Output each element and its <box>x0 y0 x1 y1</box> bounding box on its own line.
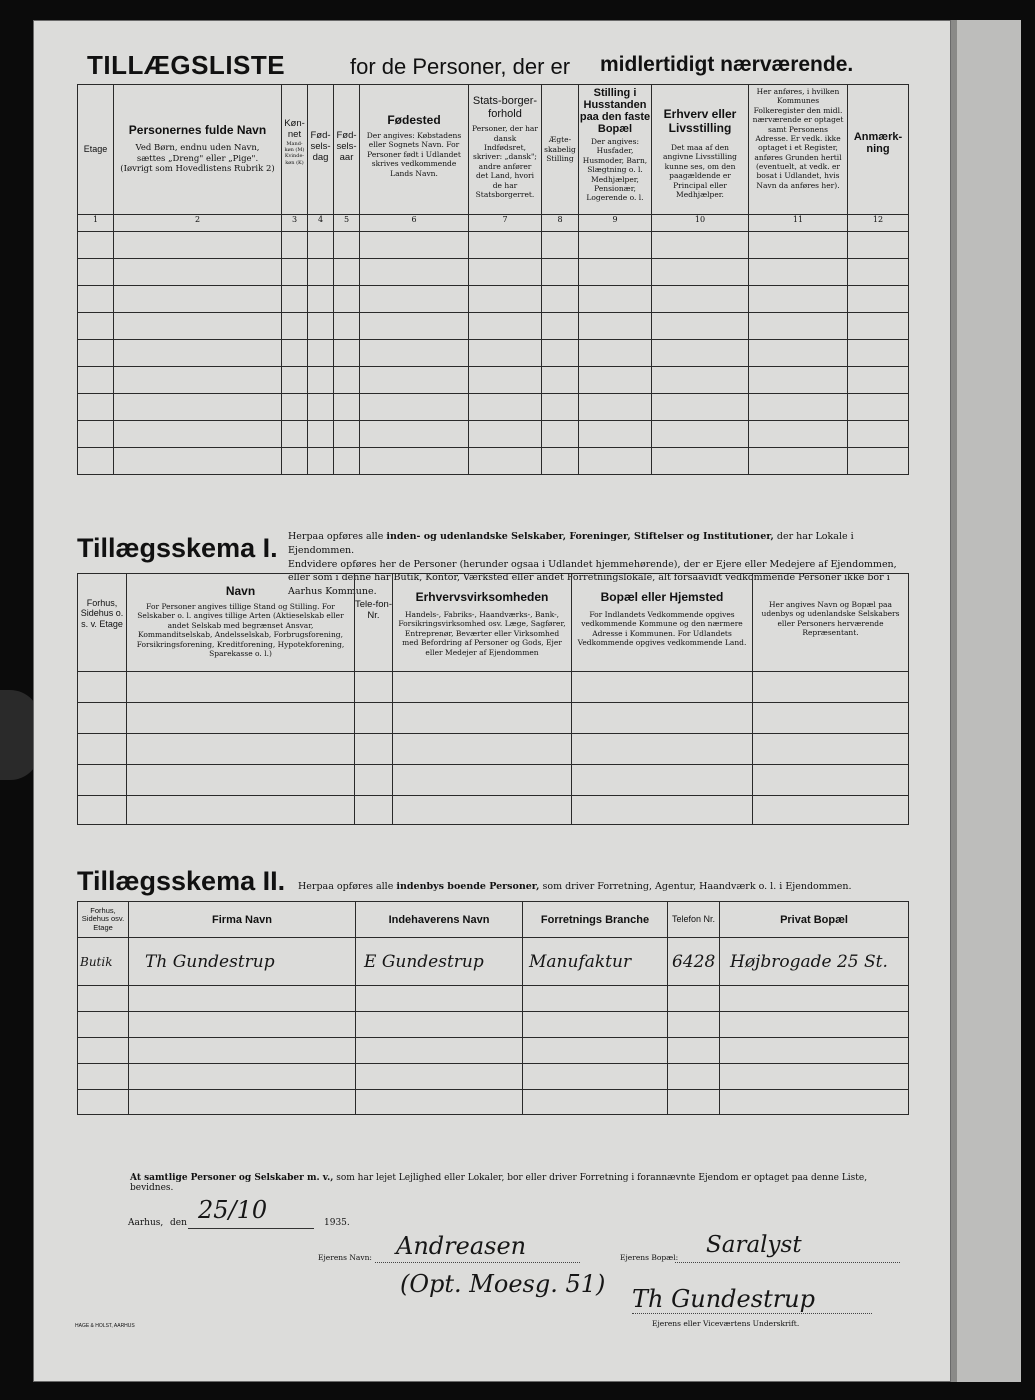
skema2-firma-value: Th Gundestrup <box>145 951 275 972</box>
skema2-col-etage: Forhus, Sidehus osv. Etage <box>78 902 129 938</box>
liste-row[interactable] <box>78 286 909 313</box>
skema1-intro: Herpaa opføres alle inden- og udenlandske Selskaber, Foreninger, Stiftelser og Institutioner, der har Lokale i Ejendommen. Endvidere opføres her de Personer (herunder ogsaa i Udlandet hjemmehørende), der er Ejere eller Medejere af Ejendommen, eller som i denne har Butik, Kontor, Værksted eller andet Forretningslokale, alt forsaavidt vedkommende Personer ikke bor i Aarhus Kommune. <box>288 531 897 598</box>
liste-col-7: Stats-borger-forhold Personer, der har dansk Indfødsret, skriver: „dansk"; andre anfører det Land, hvori de har Statsborgerret. <box>469 85 542 215</box>
skema2-title: Tillægsskema II. <box>77 866 286 896</box>
liste-col-8: Ægte-skabelig Stilling <box>542 85 579 215</box>
liste-col-1: Etage <box>78 85 114 215</box>
skema1-row[interactable] <box>78 765 909 796</box>
signature-label: Ejerens eller Viceværtens Underskrift. <box>652 1319 800 1328</box>
skema2-telefon-value: 6428 <box>672 951 716 972</box>
liste-title-bold: midlertidigt nærværende. <box>600 53 854 76</box>
skema2-branche-value: Manufaktur <box>529 951 632 972</box>
owner-name-line <box>375 1262 580 1263</box>
skema1-header-row <box>78 574 909 672</box>
liste-col-3: Køn-net Mand-køn (M) Kvinde-køn (K) <box>282 85 308 215</box>
liste-table <box>77 84 909 475</box>
owner-residence-label: Ejerens Bopæl: <box>620 1253 679 1262</box>
liste-row[interactable] <box>78 259 909 286</box>
liste-col-6: Fødested Der angives: Købstadens eller Sognets Navn. For Personer født i Udlandet skrives vedkommende Lands Navn. <box>360 85 469 215</box>
skema1-title: Tillægsskema I. <box>77 533 278 563</box>
liste-col-10: Erhverv eller Livsstilling Det maa af den angivne Livsstilling kunne ses, om den paagældende er Principal eller Medhjælper. <box>652 85 749 215</box>
owner-residence-line <box>675 1262 900 1263</box>
liste-title-mid: for de Personer, der er <box>350 54 571 79</box>
printer-mark: HAGE & HOLST, AARHUS <box>75 1323 135 1329</box>
skema1-row[interactable] <box>78 703 909 734</box>
liste-row[interactable] <box>78 313 909 340</box>
skema1-col-erhverv: Erhvervsvirksomheden Handels-, Fabriks-, Haandværks-, Bank-, Forsikringsvirksomhed osv. Læge, Sagfører, Entreprenør, Beværter eller Virksomhed med Befordring af Personer og Gods, Ejer eller Medejer af Ejendommen <box>393 574 572 672</box>
liste-col-5: Fød-sels-aar <box>334 85 360 215</box>
skema2-etage-value: Butik <box>80 954 113 969</box>
liste-row[interactable] <box>78 394 909 421</box>
liste-col-2: Personernes fulde Navn Ved Børn, endnu uden Navn, sættes „Dreng" eller „Pige". (Iøvrigt som Hovedlistens Rubrik 2) <box>114 85 282 215</box>
liste-col-12: Anmærk-ning <box>848 85 909 215</box>
liste-row[interactable] <box>78 448 909 475</box>
owner-name-label: Ejerens Navn: <box>318 1253 372 1262</box>
liste-row[interactable] <box>78 340 909 367</box>
owner-name-note: (Opt. Moesg. 51) <box>400 1270 606 1298</box>
liste-row[interactable] <box>78 232 909 259</box>
skema2-col-firma: Firma Navn <box>129 902 356 938</box>
owner-residence-value[interactable]: Saralyst <box>706 1232 802 1258</box>
skema2-col-indehaver: Indehaverens Navn <box>356 902 523 938</box>
declaration: At samtlige Personer og Selskaber m. v., som har lejet Lejlighed eller Lokaler, bor eller driver Forretning i forannævnte Ejendom er optaget paa denne Liste, bevidnes. <box>130 1173 868 1193</box>
page-edge <box>951 20 957 1382</box>
skema1-col-repraesentant: Her angives Navn og Bopæl paa udenbys og udenlandske Selskabers eller Personers herværende Repræsentant. <box>753 574 909 672</box>
skema2-row[interactable] <box>78 1090 909 1115</box>
owner-name-value[interactable]: Andreasen <box>396 1232 527 1260</box>
skema2-indehaver-value: E Gundestrup <box>364 951 484 972</box>
adjacent-page <box>951 20 1021 1382</box>
skema2-row[interactable] <box>78 938 909 986</box>
skema2-table <box>77 901 909 1115</box>
date-line <box>188 1228 314 1229</box>
signature-line <box>632 1313 872 1314</box>
date-value[interactable]: 25/10 <box>198 1196 268 1224</box>
place-label: Aarhus, <box>128 1218 164 1228</box>
skema2-row[interactable] <box>78 1012 909 1038</box>
skema1-row[interactable] <box>78 672 909 703</box>
liste-number-row: 1 2 3 4 5 6 7 8 9 10 11 12 <box>78 215 909 232</box>
liste-header-row <box>78 85 909 215</box>
liste-col-11: Her anføres, i hvilken Kommunes Folkeregister den midl. nærværende er optaget samt Personens Adresse. Er vedk. ikke optaget i et Register, anføres Grunden hertil (eventuelt, at vedk. er bosat i Udlandet, hvis Navn da anføres her). <box>749 85 848 215</box>
liste-col-4: Fød-sels-dag <box>308 85 334 215</box>
skema2-row[interactable] <box>78 1038 909 1064</box>
skema1-table <box>77 573 909 825</box>
skema2-col-branche: Forretnings Branche <box>523 902 668 938</box>
skema2-intro: Herpaa opføres alle indenbys boende Personer, som driver Forretning, Agentur, Haandværk o. l. i Ejendommen. <box>298 881 852 892</box>
year-label: 1935. <box>324 1218 350 1228</box>
skema1-row[interactable] <box>78 734 909 765</box>
skema2-col-bopael: Privat Bopæl <box>720 902 909 938</box>
liste-col-9: Stilling i Husstanden paa den faste Bopæl Der angives: Husfader, Husmoder, Barn, Slægtning o. l. Medhjælper, Pensionær, Logerende o. l. <box>579 85 652 215</box>
liste-row[interactable] <box>78 421 909 448</box>
skema2-col-telefon: Telefon Nr. <box>668 902 720 938</box>
skema1-col-etage: Forhus, Sidehus o. s. v. Etage <box>78 574 127 672</box>
skema1-col-bopael: Bopæl eller Hjemsted For Indlandets Vedkommende opgives vedkommende Kommune og den nærmere Adresse i Kommunen. For Udlandets Vedkommende opgives vedkommende Land. <box>572 574 753 672</box>
liste-row[interactable] <box>78 367 909 394</box>
skema2-row[interactable] <box>78 1064 909 1090</box>
den-label: den <box>170 1218 187 1228</box>
liste-title: TILLÆGSLISTE <box>87 50 286 80</box>
skema1-col-telefon: Tele-fon-Nr. <box>355 574 393 672</box>
skema2-header-row <box>78 902 909 938</box>
signature[interactable]: Th Gundestrup <box>632 1285 815 1313</box>
skema2-row[interactable] <box>78 986 909 1012</box>
skema1-col-navn: Navn For Personer angives tillige Stand og Stilling. For Selskaber o. l. angives tillige Arten (Aktieselskab eller andet Selskab med begrænset Ansvar, Kommanditselskab, Andelsselskab, Forbrugsforening, Forsikringsforening, Kreditforening, Hypotekforening, Sparekasse o. l.) <box>127 574 355 672</box>
skema1-row[interactable] <box>78 796 909 825</box>
skema2-bopael-value: Højbrogade 25 St. <box>730 951 888 972</box>
